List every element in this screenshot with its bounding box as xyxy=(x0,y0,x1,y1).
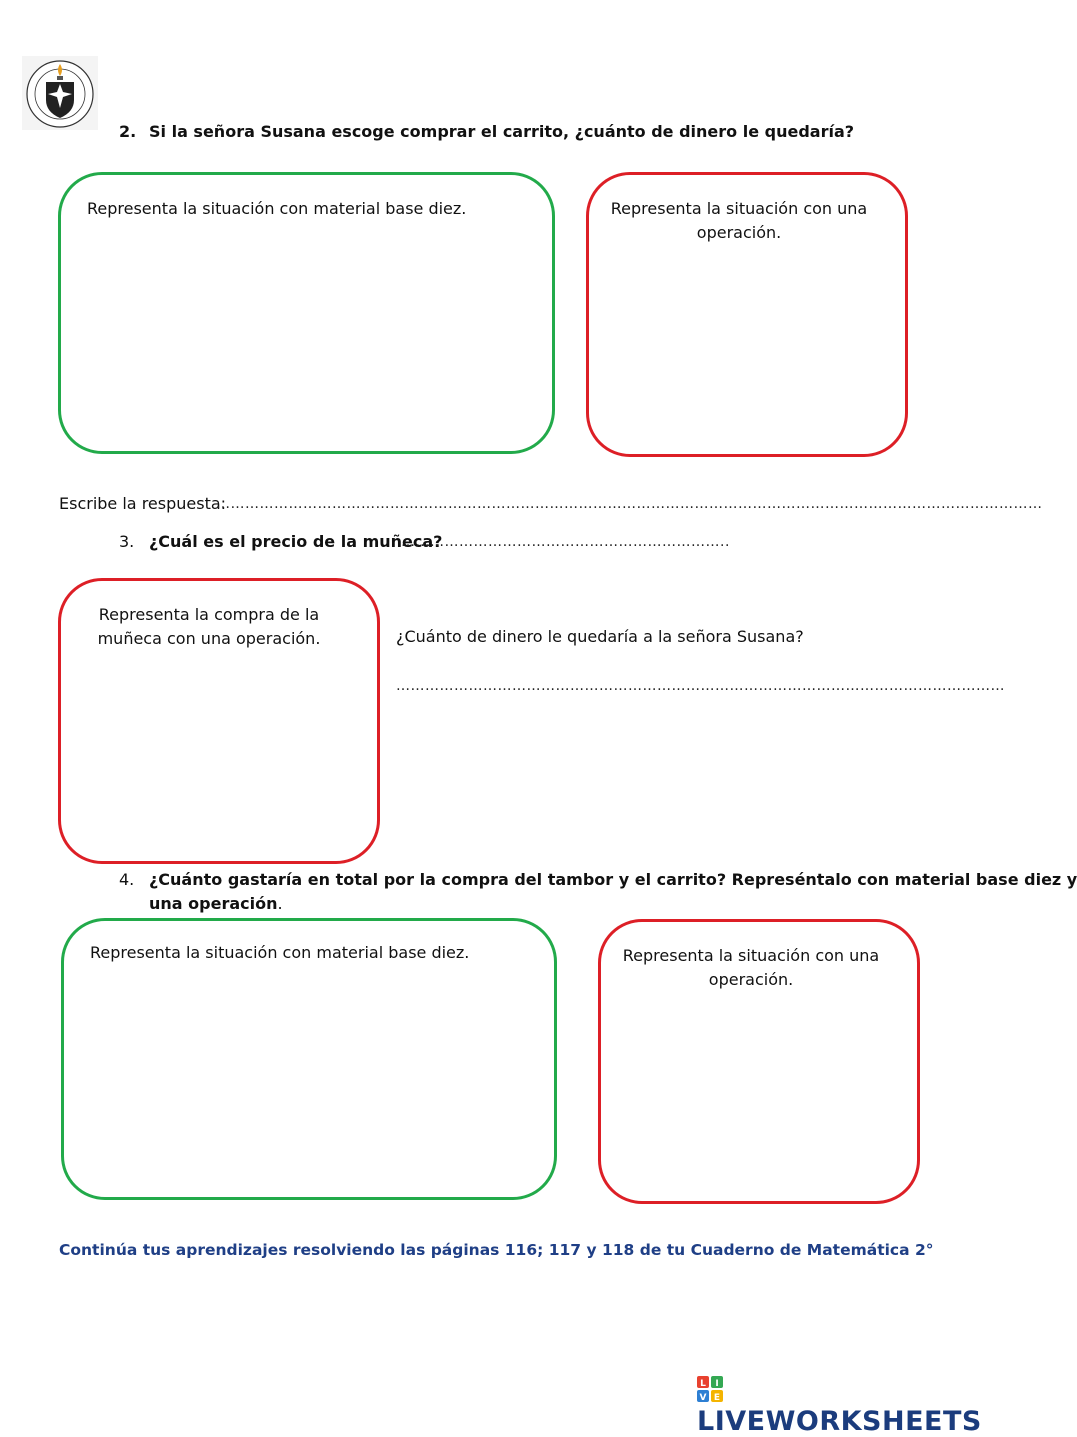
box-instruction: Representa la situación con material base diez. xyxy=(87,199,467,218)
box-instruction: Representa la compra de la muñeca con una operación. xyxy=(97,605,321,648)
operation-box-q2[interactable] xyxy=(586,172,908,457)
operation-box-q3[interactable] xyxy=(58,578,380,864)
answer-line-q2 xyxy=(59,494,226,513)
question-period: . xyxy=(277,894,283,913)
operation-box-q4[interactable] xyxy=(598,919,920,1204)
question-text-line2: una operación xyxy=(149,894,278,913)
base-diez-box-q2[interactable] xyxy=(58,172,555,454)
brand-name: LIVEWORKSHEETS xyxy=(697,1406,982,1437)
brand-icon-letter: E xyxy=(713,1393,721,1403)
question-text: Si la señora Susana escoge comprar el carrito, ¿cuánto de dinero le quedaría? xyxy=(149,122,855,141)
question-text-line1: ¿Cuánto gastaría en total por la compra del tambor y el carrito? Represéntalo con material base diez y xyxy=(149,870,1077,889)
question-number: 4. xyxy=(119,870,135,889)
brand-icon xyxy=(697,1376,723,1406)
brand-icon-letter: V xyxy=(699,1393,707,1403)
brand-icon-letter: L xyxy=(700,1379,706,1389)
school-seal-logo xyxy=(22,56,98,130)
answer-field-q2[interactable]: ……………………………………………………………………………………………………………………………………………………… xyxy=(216,496,1043,512)
sub-answer-field-q3[interactable]: ……………………………………………………………………………………………………………… xyxy=(396,678,1005,694)
question-4 xyxy=(119,868,1077,916)
box-instruction: Representa la situación con una operación. xyxy=(610,199,868,242)
question-2 xyxy=(119,122,854,141)
brand-logo xyxy=(697,1376,1000,1437)
question-text: ¿Cuál es el precio de la muñeca? xyxy=(149,532,443,551)
box-instruction: Representa la situación con material base diez. xyxy=(90,943,470,962)
question-3 xyxy=(119,532,442,551)
brand-icon-letter: I xyxy=(715,1379,719,1389)
answer-label: Escribe la respuesta: xyxy=(59,494,227,513)
footer-note: Continúa tus aprendizajes resolviendo las páginas 116; 117 y 118 de tu Cuaderno de Matemática 2° xyxy=(59,1241,934,1259)
price-answer-field-q3[interactable]: ………………………………………………………….. xyxy=(401,534,730,550)
box-instruction: Representa la situación con una operación. xyxy=(622,946,880,989)
question-number: 3. xyxy=(119,532,135,551)
base-diez-box-q4[interactable] xyxy=(61,918,557,1200)
sub-question-q3: ¿Cuánto de dinero le quedaría a la señora Susana? xyxy=(396,627,804,646)
question-number: 2. xyxy=(119,122,137,141)
